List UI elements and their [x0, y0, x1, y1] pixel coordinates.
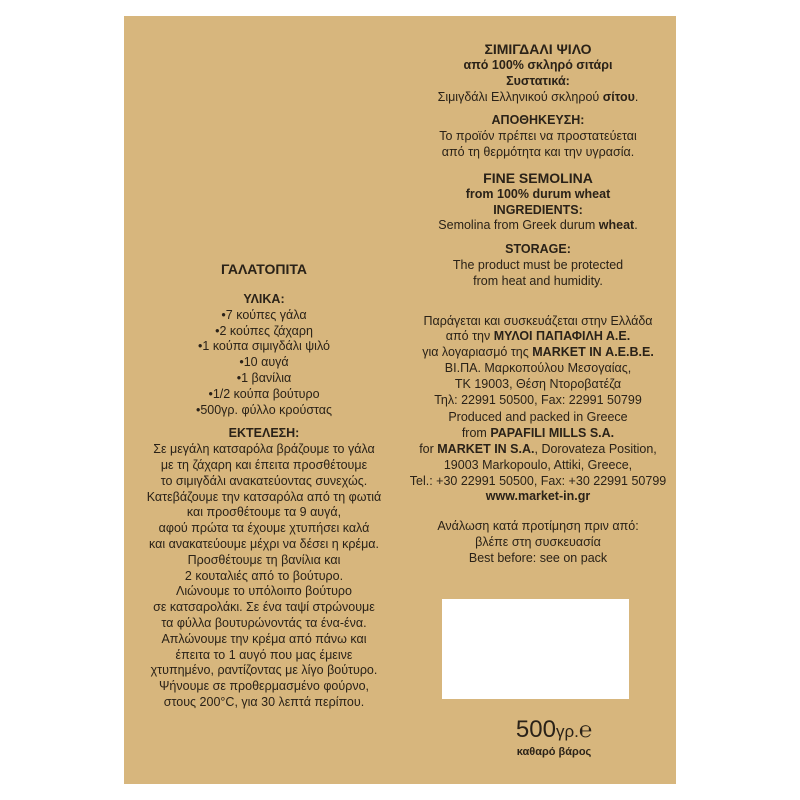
recipe-method-line: με τη ζάχαρη και έπειτα προσθέτουμε — [160, 457, 368, 472]
product-info-section — [406, 40, 670, 567]
recipe-ingredients-list — [134, 308, 394, 419]
greek-ingredients: Σιμιγδάλι Ελληνικού σκληρού σίτου. — [437, 89, 639, 104]
recipe-method-line: και ανακατεύουμε μέχρι να δέσει η κρέμα. — [149, 536, 379, 551]
recipe-ingredient-item: •1/2 κούπα βούτυρο — [208, 386, 320, 401]
recipe-method-line: Ψήνουμε σε προθερμασμένο φούρνο, — [158, 679, 370, 694]
recipe-method-text — [134, 442, 394, 711]
date-print-area — [442, 599, 629, 699]
greek-storage-line1: Το προϊόν πρέπει να προστατεύεται — [439, 129, 637, 144]
english-product-name: FINE SEMOLINA — [483, 169, 593, 186]
recipe-method-line: και προσθέτουμε τα 9 αυγά, — [186, 505, 342, 520]
greek-storage-heading: ΑΠΟΘΗΚΕΥΣΗ: — [491, 113, 585, 128]
website-link: www.market-in.gr — [485, 489, 591, 504]
english-subtitle: from 100% durum wheat — [465, 186, 611, 201]
best-before: Ανάλωση κατά προτίμηση πριν από: βλέπε στη συσκευασία Best before: see on pack — [437, 519, 639, 565]
manufacturer-english: Produced and packed in Greece from PAPAFILI MILLS S.A. for MARKET IN S.A., Dorovateza Position, 19003 Markopoulo, Attiki, Greece, Tel.: +30 22991 50500, Fax: +30 22991 50799 www.market-in.gr — [406, 410, 670, 505]
recipe-ingredient-item: •10 αυγά — [239, 355, 289, 370]
recipe-ingredients-heading: ΥΛΙΚΑ: — [243, 292, 285, 306]
english-storage-line1: The product must be protected — [452, 257, 624, 272]
english-storage-line2: from heat and humidity. — [473, 273, 603, 288]
greek-ingredients-heading: Συστατικά: — [506, 73, 570, 88]
recipe-method-heading: ΕΚΤΕΛΕΣΗ: — [228, 426, 300, 441]
package-label — [124, 16, 676, 784]
recipe-method-line: Σε μεγάλη κατσαρόλα βράζουμε το γάλα — [153, 442, 375, 457]
recipe-method-line: 2 κουταλιές από το βούτυρο. — [184, 568, 344, 583]
recipe-method-line: αφού πρώτα τα έχουμε χτυπήσει καλά — [158, 521, 370, 536]
recipe-ingredient-item: •1 βανίλια — [236, 370, 292, 385]
recipe-method-line: Κατεβάζουμε την κατσαρόλα από τη φωτιά — [146, 489, 382, 504]
recipe-method-line: Λιώνουμε το υπόλοιπο βούτυρο — [175, 584, 352, 599]
recipe-ingredient-item: •7 κούπες γάλα — [221, 307, 307, 322]
weight-value: 500 — [515, 716, 556, 743]
recipe-ingredient-item: •1 κούπα σιμιγδάλι ψιλό — [198, 339, 330, 354]
manufacturer-greek: Παράγεται και συσκευάζεται στην Ελλάδα από την ΜΥΛΟΙ ΠΑΠΑΦΙΛΗ Α.Ε. για λογαριασμό της MARKET IN Α.Ε.Β.Ε. ΒΙ.ΠΑ. Μαρκοπούλου Μεσογαίας, ΤΚ 19003, Θέση Ντοροβατέζα Τηλ: 22991 50500, Fax: 22991 50799 — [422, 313, 654, 407]
greek-storage-line2: από τη θερμότητα και την υγρασία. — [441, 144, 635, 159]
estimated-sign-icon: ℮ — [578, 717, 593, 742]
english-ingredients-heading: INGREDIENTS: — [493, 202, 583, 217]
weight-unit: γρ. — [555, 722, 579, 741]
greek-product-name: ΣΙΜΙΓΔΑΛΙ ΨΙΛΟ — [484, 41, 592, 57]
recipe-title: ΓΑΛΑΤΟΠΙΤΑ — [220, 261, 308, 277]
recipe-method-line: χτυπημένο, ραντίζοντας με λίγο βούτυρο. — [150, 663, 378, 678]
recipe-method-line: έπειτα το 1 αυγό που μας έμεινε — [175, 647, 353, 662]
english-storage-heading: STORAGE: — [505, 242, 571, 257]
recipe-ingredient-item: •500γρ. φύλλο κρούστας — [195, 402, 333, 417]
recipe-ingredient-item: •2 κούπες ζάχαρη — [215, 323, 313, 338]
recipe-method-line: σε κατσαρολάκι. Σε ένα ταψί στρώνουμε — [153, 600, 375, 615]
recipe-method-line: Προσθέτουμε τη βανίλια και — [187, 552, 341, 567]
english-ingredients: Semolina from Greek durum wheat. — [438, 218, 638, 233]
recipe-method-line: τα φύλλα βουτυρώνοντάς τα ένα-ένα. — [161, 615, 367, 630]
net-weight — [469, 716, 639, 758]
recipe-method-line: στους 200°C, για 30 λεπτά περίπου. — [163, 694, 365, 709]
weight-label: καθαρό βάρος — [516, 746, 592, 758]
recipe-method-line: το σιμιγδάλι ανακατεύοντας συνεχώς. — [160, 473, 368, 488]
recipe-method-line: Απλώνουμε την κρέμα από πάνω και — [161, 631, 367, 646]
greek-subtitle: από 100% σκληρό σιτάρι — [463, 58, 613, 72]
recipe-section — [134, 260, 394, 711]
